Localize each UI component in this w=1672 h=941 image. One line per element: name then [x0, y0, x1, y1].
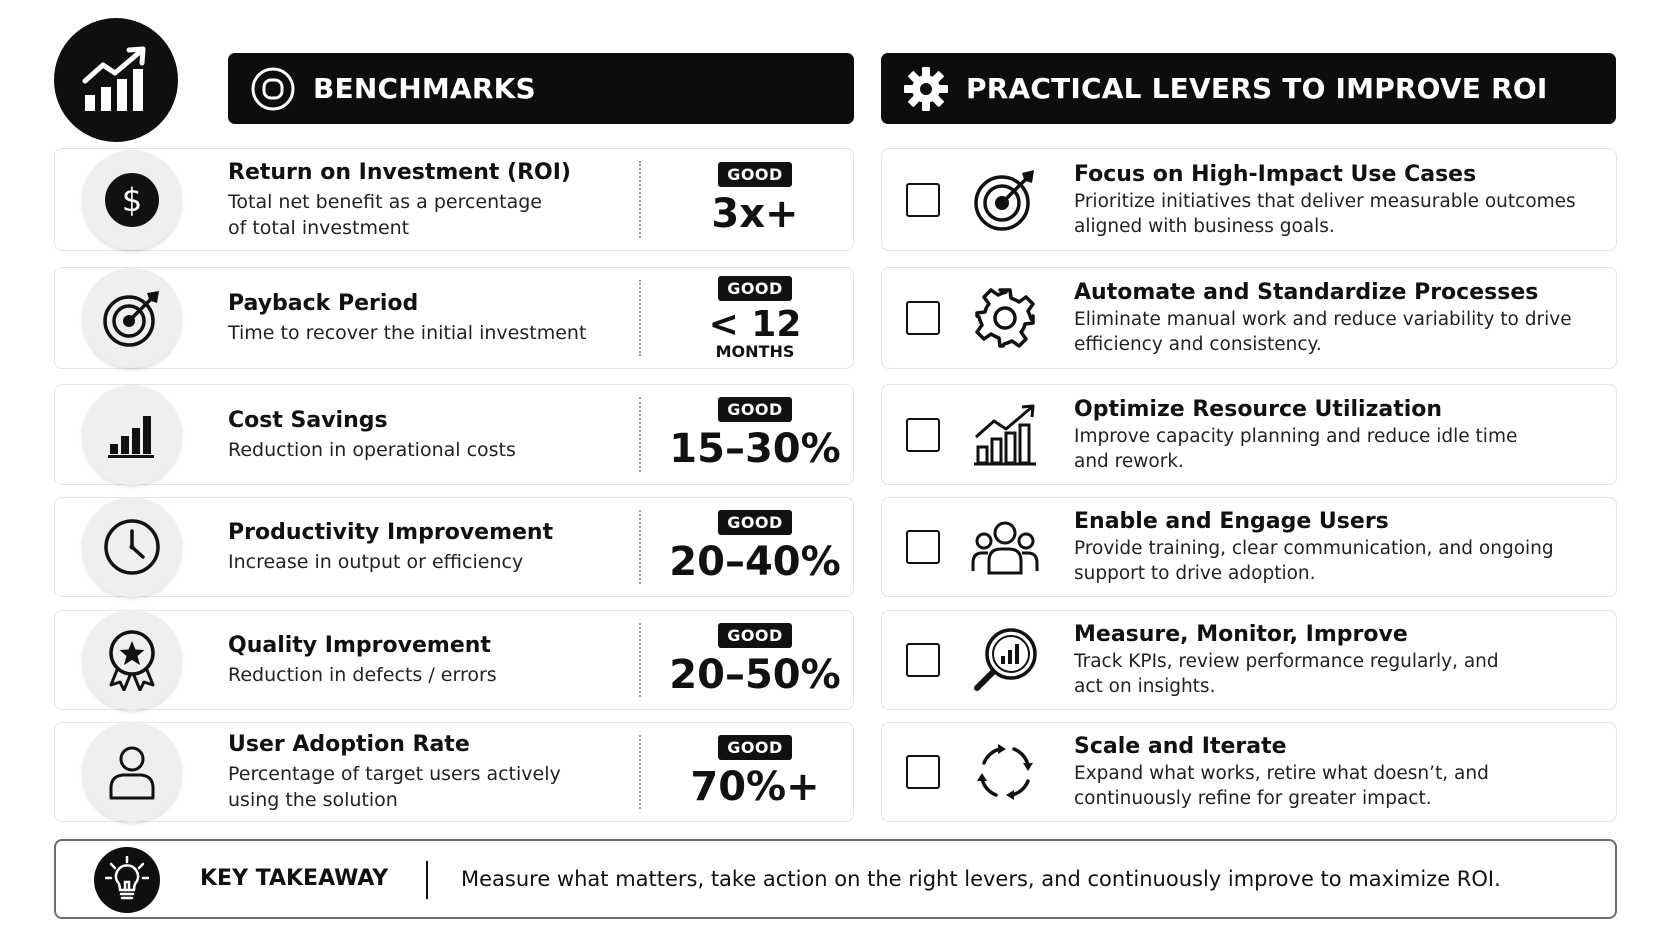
target-icon	[82, 268, 182, 368]
clock-icon	[82, 497, 182, 597]
benchmark-value: 20–40%	[669, 538, 841, 585]
benchmark-value: 70%+	[690, 763, 820, 810]
lever-desc: Improve capacity planning and reduce idle time and rework.	[1074, 425, 1518, 472]
benchmark-title: Productivity Improvement	[228, 520, 554, 545]
benchmark-value: 20–50%	[669, 651, 841, 698]
good-badge: GOOD	[718, 276, 792, 301]
benchmark-card-quality	[54, 610, 854, 710]
benchmark-value: 3x+	[711, 191, 799, 237]
lever-card-users	[881, 497, 1617, 597]
benchmarks-header	[228, 53, 854, 124]
user-icon	[82, 722, 182, 822]
key-takeaway-banner	[54, 839, 1617, 919]
benchmark-card-payback	[54, 267, 854, 369]
gear-icon	[970, 283, 1040, 353]
benchmark-title: User Adoption Rate	[228, 732, 470, 757]
lever-desc: Eliminate manual work and reduce variability to drive efficiency and consistency.	[1074, 309, 1572, 355]
benchmark-value: 15–30%	[669, 426, 841, 472]
lever-desc: Expand what works, retire what doesn’t, and continuously refine for greater impact.	[1074, 763, 1489, 809]
lever-checkbox[interactable]	[906, 301, 940, 335]
benchmark-card-productivity	[54, 497, 854, 597]
lever-title: Enable and Engage Users	[1074, 509, 1389, 534]
lever-desc: Track KPIs, review performance regularly, and act on insights.	[1074, 651, 1499, 697]
growth-chart-icon	[970, 400, 1040, 470]
award-icon	[82, 610, 182, 710]
benchmark-desc: Reduction in operational costs	[228, 438, 516, 461]
lever-checkbox[interactable]	[906, 755, 940, 789]
dotted-divider	[639, 510, 641, 584]
benchmark-desc: Total net benefit as a percentage of total investment	[228, 190, 543, 239]
lever-title: Automate and Standardize Processes	[1074, 280, 1539, 305]
lever-title: Focus on High-Impact Use Cases	[1074, 161, 1477, 187]
benchmark-target-icon	[248, 64, 298, 114]
benchmark-value-unit: MONTHS	[715, 341, 795, 361]
good-badge: GOOD	[718, 510, 792, 535]
good-badge: GOOD	[718, 397, 792, 422]
lightbulb-icon	[94, 847, 160, 913]
benchmark-desc: Reduction in defects / errors	[228, 664, 497, 686]
gear-icon	[901, 64, 951, 114]
benchmark-card-cost-savings	[54, 384, 854, 485]
magnifier-chart-icon	[970, 625, 1040, 695]
good-badge: GOOD	[718, 735, 792, 760]
dotted-divider	[639, 161, 641, 238]
levers-title: PRACTICAL LEVERS TO IMPROVE ROI	[966, 72, 1548, 105]
lever-title: Scale and Iterate	[1074, 734, 1287, 759]
benchmark-title: Cost Savings	[228, 407, 388, 433]
good-badge: GOOD	[718, 162, 792, 187]
benchmark-desc: Time to recover the initial investment	[228, 322, 587, 344]
benchmark-title: Payback Period	[228, 291, 419, 316]
lever-desc: Provide training, clear communication, and ongoing support to drive adoption.	[1074, 538, 1554, 584]
lever-checkbox[interactable]	[906, 643, 940, 677]
benchmark-card-adoption	[54, 722, 854, 822]
key-takeaway-label: KEY TAKEAWAY	[200, 866, 389, 891]
dotted-divider	[639, 397, 641, 472]
lever-card-scale	[881, 722, 1617, 822]
lever-card-automate	[881, 267, 1617, 369]
key-takeaway-text: Measure what matters, take action on the right levers, and continuously improve to maximize ROI.	[461, 867, 1501, 891]
benchmark-desc: Increase in output or efficiency	[228, 551, 524, 573]
dotted-divider	[639, 280, 641, 356]
takeaway-separator	[426, 861, 428, 899]
lever-card-measure	[881, 610, 1617, 710]
growth-logo-icon	[54, 18, 178, 142]
bar-chart-icon	[82, 385, 182, 485]
good-badge: GOOD	[718, 623, 792, 648]
target-icon	[970, 165, 1040, 235]
lever-card-high-impact	[881, 148, 1617, 251]
svg-text:$: $	[121, 180, 143, 219]
dollar-icon	[82, 150, 182, 250]
lever-checkbox[interactable]	[906, 530, 940, 564]
benchmark-desc: Percentage of target users actively using the solution	[228, 763, 561, 811]
benchmark-title: Quality Improvement	[228, 633, 491, 658]
benchmark-card-roi	[54, 148, 854, 251]
lever-desc: Prioritize initiatives that deliver measurable outcomes aligned with business goals.	[1074, 190, 1576, 237]
lever-title: Optimize Resource Utilization	[1074, 396, 1443, 422]
benchmark-value: < 12	[708, 303, 802, 345]
benchmarks-title: BENCHMARKS	[313, 72, 536, 105]
dotted-divider	[639, 735, 641, 809]
lever-checkbox[interactable]	[906, 183, 940, 217]
dotted-divider	[639, 623, 641, 697]
levers-header	[881, 53, 1616, 124]
lever-title: Measure, Monitor, Improve	[1074, 622, 1408, 647]
benchmark-title: Return on Investment (ROI)	[228, 159, 571, 185]
lever-checkbox[interactable]	[906, 418, 940, 452]
refresh-icon	[970, 737, 1040, 807]
users-icon	[970, 512, 1040, 582]
lever-card-resource	[881, 384, 1617, 485]
